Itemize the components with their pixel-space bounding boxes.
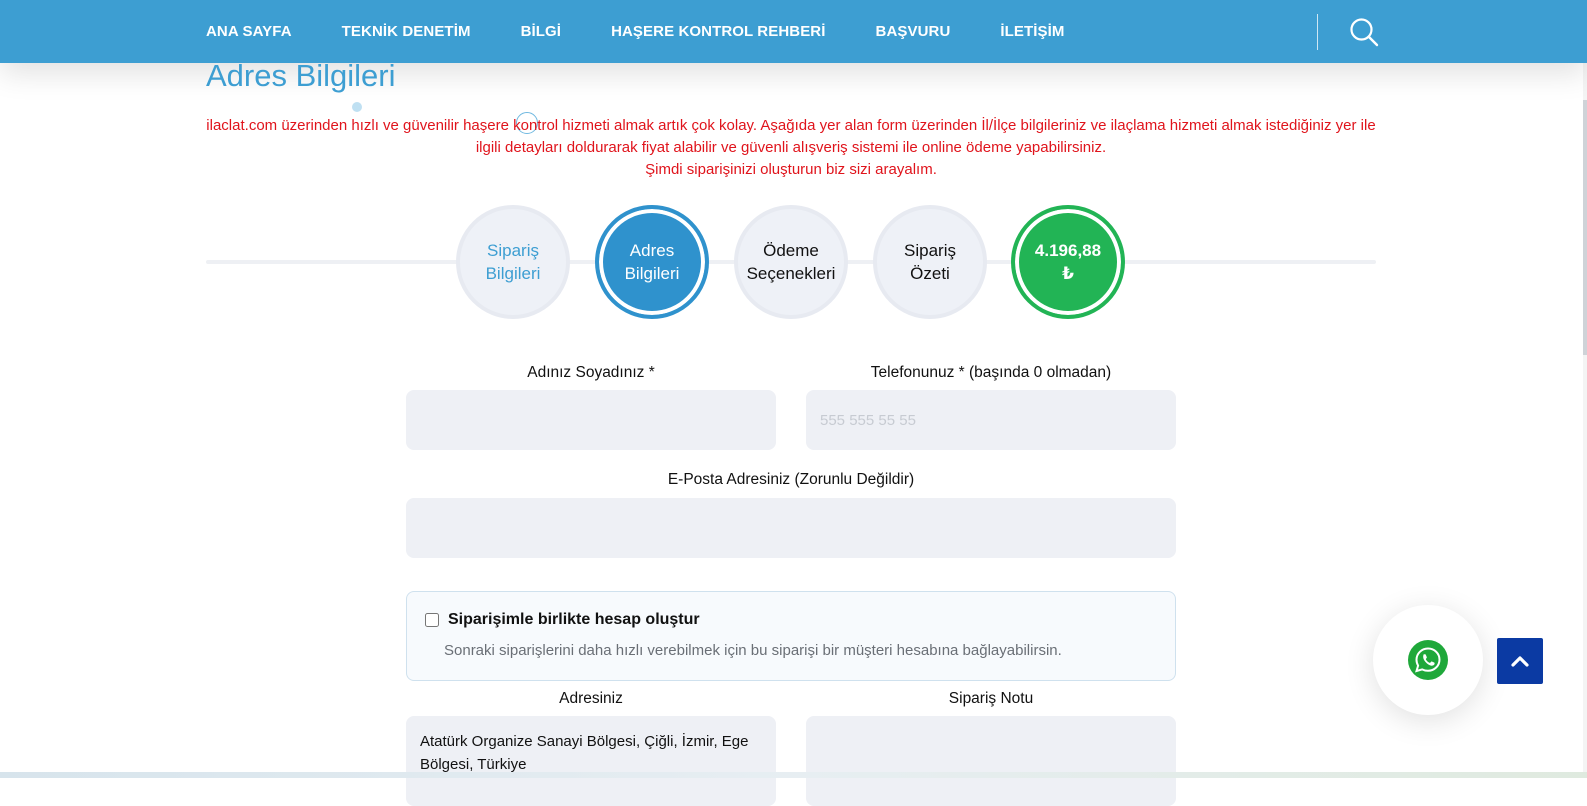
total-amount: 4.196,88 bbox=[1034, 241, 1102, 260]
phone-label: Telefonunuz * (başında 0 olmadan) bbox=[870, 364, 1112, 381]
page-title: Adres Bilgileri bbox=[206, 58, 396, 93]
step-total-price bbox=[1011, 205, 1125, 319]
whatsapp-button[interactable] bbox=[1373, 605, 1483, 715]
nav-application[interactable]: BAŞVURU bbox=[875, 23, 951, 40]
decorative-dot bbox=[352, 102, 362, 112]
create-account-title: Siparişimle birlikte hesap oluştur bbox=[448, 611, 700, 628]
address-textarea[interactable] bbox=[406, 716, 776, 806]
email-label: E-Posta Adresiniz (Zorunlu Değildir) bbox=[667, 471, 915, 488]
chevron-up-icon bbox=[1509, 650, 1531, 672]
phone-input[interactable] bbox=[806, 390, 1176, 450]
step-label-line1: Adres bbox=[629, 241, 675, 260]
intro-call-to-action: Şimdi siparişinizi oluşturun biz sizi arayalım. bbox=[645, 161, 937, 178]
order-note-textarea[interactable] bbox=[806, 716, 1176, 806]
nav-info[interactable]: BİLGİ bbox=[520, 23, 562, 40]
search-button[interactable] bbox=[1348, 16, 1380, 48]
step-label-line2: Bilgileri bbox=[485, 264, 541, 283]
step-label-line1: Ödeme bbox=[763, 241, 819, 260]
bottom-edge-strip bbox=[0, 772, 1587, 778]
currency-symbol: ₺ bbox=[1062, 264, 1074, 283]
page-scrollbar-thumb[interactable] bbox=[1583, 100, 1587, 355]
name-input[interactable] bbox=[406, 390, 776, 450]
order-note-label: Sipariş Notu bbox=[948, 690, 1034, 707]
scroll-to-top-button[interactable] bbox=[1497, 638, 1543, 684]
whatsapp-icon bbox=[1407, 639, 1449, 681]
create-account-checkbox[interactable] bbox=[425, 613, 439, 627]
create-account-box bbox=[406, 591, 1176, 681]
step-label-line2: Bilgileri bbox=[624, 264, 680, 283]
step-order-summary[interactable] bbox=[873, 205, 987, 319]
step-label-line1: Sipariş bbox=[904, 241, 956, 260]
top-navigation-bar bbox=[0, 0, 1587, 63]
email-input[interactable] bbox=[406, 498, 1176, 558]
nav-pest-control-guide[interactable]: HAŞERE KONTROL REHBERİ bbox=[611, 23, 826, 40]
step-payment-options[interactable] bbox=[734, 205, 848, 319]
main-nav bbox=[206, 0, 1115, 63]
step-address-info[interactable] bbox=[595, 205, 709, 319]
nav-technical-inspection[interactable]: TEKNİK DENETİM bbox=[341, 23, 471, 40]
step-label-line1: Sipariş bbox=[487, 241, 539, 260]
search-icon bbox=[1348, 16, 1380, 48]
name-label: Adınız Soyadınız * bbox=[527, 364, 655, 381]
intro-text bbox=[206, 115, 1376, 181]
nav-home[interactable]: ANA SAYFA bbox=[206, 23, 292, 40]
nav-divider bbox=[1317, 14, 1318, 50]
create-account-description: Sonraki siparişlerini daha hızlı verebilmek için bu siparişi bir müşteri hesabına bağlayabilirsin. bbox=[444, 642, 1062, 659]
nav-contact[interactable]: İLETİŞİM bbox=[1000, 23, 1065, 40]
step-label-line2: Özeti bbox=[910, 264, 950, 283]
step-label-line2: Seçenekleri bbox=[746, 264, 836, 283]
step-order-info[interactable] bbox=[456, 205, 570, 319]
address-label: Adresiniz bbox=[559, 690, 623, 707]
intro-paragraph: ilaclat.com üzerinden hızlı ve güvenilir haşere kontrol hizmeti almak artık çok kolay. Aşağıda yer alan form üzerinden İl/İlçe bilgileriniz ve ilaçlama hizmeti almak istediğiniz yer ile ilgili detayları doldurarak fiyat alabilir ve güvenli alışveriş sistemi ile online ödeme yapabilirsiniz. bbox=[206, 117, 1376, 156]
